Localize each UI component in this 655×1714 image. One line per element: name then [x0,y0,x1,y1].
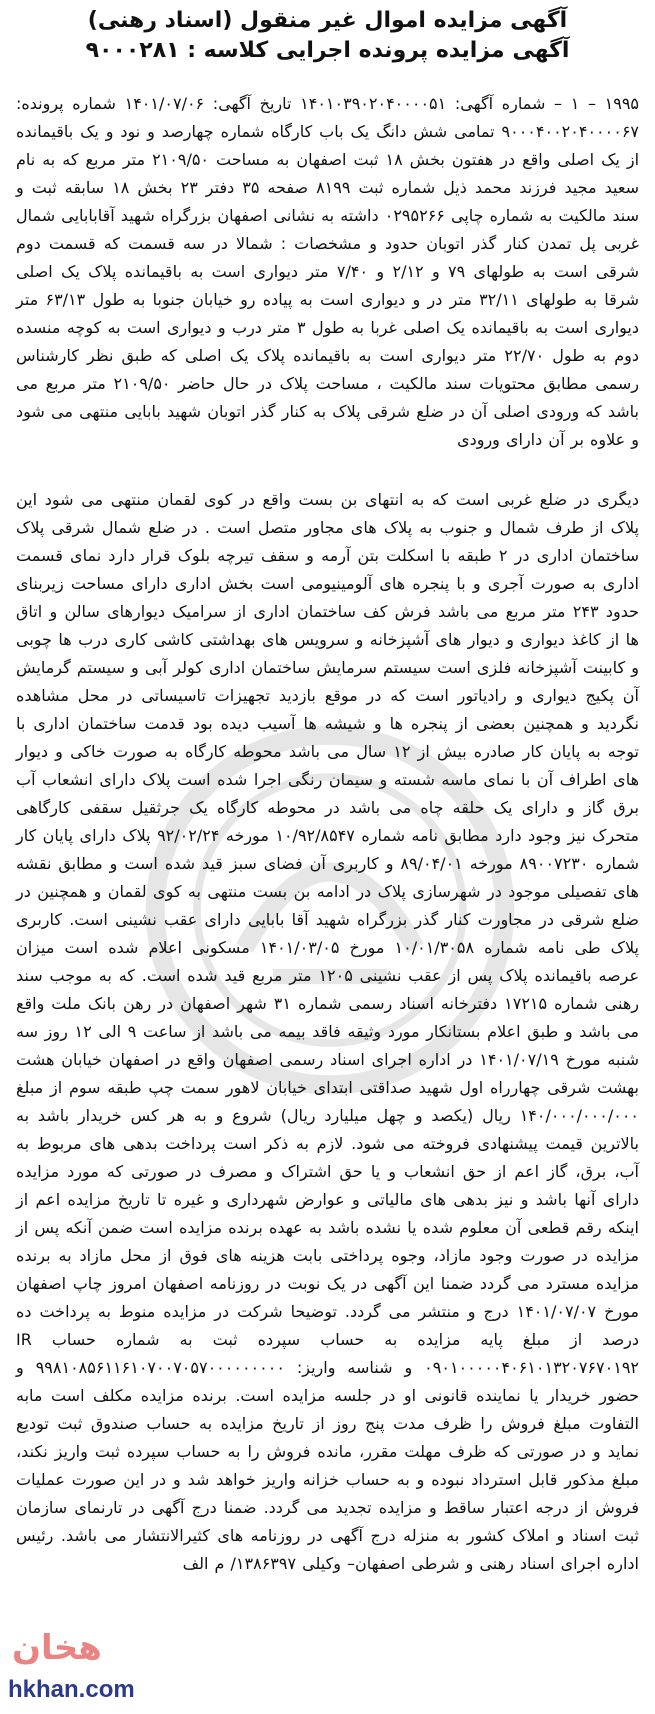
brand-watermark-fa: هخان [12,1628,102,1668]
brand-watermark-en: hkhan.com [8,1676,135,1703]
ad-header [0,6,655,66]
ad-paragraph-1: ۱۹۹۵ – ۱ – شماره آگهی: ۱۴۰۱۰۳۹۰۲۰۴۰۰۰۰۵۱ تاریخ آگهی: ۱۴۰۱/۰۷/۰۶ شماره پرونده: ۹۰۰۰۴۰۰۲۰۴۰۰۰۰۶۷ تمامی شش دانگ یک باب کارگاه شماره چهارصد و نود و یک باقیمانده از یک اصلی واقع در هفتون بخش ۱۸ ثبت اصفهان به مساحت ۲۱۰۹/۵۰ متر مربع که به نام سعید مجید فرزند محمد ذیل شماره ثبت ۸۱۹۹ صفحه ۳۵ دفتر ۲۳ بخش ۱۸ سابقه ثبت و سند مالکیت به شماره چاپی ۰۲۹۵۲۶۶ داشته به نشانی اصفهان بزرگراه شهید آقابابایی شمال غربی پل تمدن کنار گذر اتوبان حدود و مشخصات : شمالا در سه قسمت که قسمت دوم شرقی است به طولهای ۷۹ و ۲/۱۲ و ۷/۴۰ متر دیواری است به باقیمانده پلاک یک اصلی شرقا به طولهای ۳۲/۱۱ متر در و دیواری است به پیاده رو خیابان جنوبا به طول ۶۳/۱۳ متر دیواری است به باقیمانده یک اصلی غربا به طول ۳ متر درب و دیواری است به کوچه منسده دوم به طول ۲۲/۷۰ متر دیواری است به باقیمانده پلاک یک اصلی که طبق نظر کارشناس رسمی مطابق محتویات سند مالکیت ، مساحت پلاک در حال حاضر ۲۱۰۹/۵۰ متر مربع می باشد که ورودی اصلی آن در ضلع شرقی پلاک به کنار گذر اتوبان شهید بابایی منتهی می شود و علاوه بر آن دارای ورودی [16,94,640,449]
ad-paragraph-2: دیگری در ضلع غربی است که به انتهای بن بست واقع در کوی لقمان منتهی می شود این پلاک از طرف شمال و جنوب به پلاک های مجاور متصل است . در ضلع شمال شرقی پلاک ساختمان اداری در ۲ طبقه با اسکلت بتن آرمه و سقف تیرچه بلوک قرار دارد نمای قسمت اداری به صورت آجری و با پنجره های آلومینیومی است بخش اداری دارای مساحت زیربنای حدود ۲۴۳ متر مربع می باشد فرش کف ساختمان اداری از سرامیک دیوارهای سالن و اتاق ها از کاغذ دیواری و دیوار های آشپزخانه و سرویس های بهداشتی کاشی کاری درب ها چوبی و کابینت آشپزخانه فلزی است سیستم سرمایش ساختمان اداری کولر آبی و سیستم گرمایش آن پکیج دیواری و رادیاتور است که در موقع بازدید تجهیزات تاسیساتی در محل مشاهده نگردید و همچنین بعضی از پنجره ها و شیشه ها آسیب دیده بود قدمت ساختمان اداری با توجه به پایان کار صادره بیش از ۱۲ سال می باشد محوطه کارگاه به صورت خاکی و دیوار های اطراف آن با نمای ماسه شسته و سیمان رنگی اجرا شده است پلاک دارای انشعاب آب برق گاز و دارای یک حلقه چاه می باشد در محوطه کارگاه یک جرثقیل سقفی کارگاهی متحرک نیز وجود دارد مطابق نامه شماره ۱۰/۹۲/۸۵۴۷ مورخه ۹۲/۰۲/۲۴ پلاک دارای پایان کار شماره ۸۹۰۰۷۲۳۰ مورخه ۸۹/۰۴/۰۱ و کاربری آن فضای سبز قید شده است و مطابق نقشه های تفصیلی موجود در شهرسازی پلاک در ادامه بن بست منتهی به کوی لقمان و همچنین در ضلع شرقی در مجاورت کنار گذر بزرگراه شهید آقا بابایی دارای عقب نشینی است. کاربری پلاک طی نامه شماره ۱۰/۰۱/۳۰۵۸ مورخ ۱۴۰۱/۰۳/۰۵ مسکونی اعلام شده است میزان عرصه باقیمانده پلاک پس از عقب نشینی ۱۲۰۵ متر مربع قید شده است. که به موجب سند رهنی شماره ۱۷۲۱۵ دفترخانه اسناد رسمی شماره ۳۱ شهر اصفهان در رهن بانک ملت واقع می باشد و طبق اعلام بستانکار مورد وثیقه فاقد بیمه می باشد از ساعت ۹ الی ۱۲ روز سه شنبه مورخ ۱۴۰۱/۰۷/۱۹ در اداره اجرای اسناد رسمی اصفهان واقع در اصفهان خیابان هشت بهشت شرقی چهارراه اول شهید صداقتی ابتدای خیابان لاهور سمت چپ طبقه سوم از مبلغ ۱۴۰/۰۰۰/۰۰۰/۰۰۰ ریال (یکصد و چهل میلیارد ریال) شروع و به هر کس خریدار باشد به بالاترین قیمت پیشنهادی فروخته می شود. لازم به ذکر است پرداخت بدهی های مربوط به آب، برق، گاز اعم از حق انشعاب و یا حق اشتراک و مصرف در صورتی که مورد مزایده دارای آنها باشد و نیز بدهی های مالیاتی و عوارض شهرداری و غیره تا تاریخ مزایده اعم از اینکه رقم قطعی آن معلوم شده یا نشده باشد به عهده برنده مزایده است ضمن آنکه پس از مزایده در صورت وجود مازاد، وجوه پرداختی بابت هزینه های فوق از محل مازاد به برنده مزایده مسترد می گردد ضمنا این آگهی در یک نوبت در روزنامه اصفهان امروز چاپ اصفهان مورخ ۱۴۰۱/۰۷/۰۷ درج و منتشر می گردد. توضیحا شرکت در مزایده منوط به پرداخت ده درصد از مبلغ پایه مزایده به حساب سپرده ثبت به شماره حساب IR ۰۹۰۱۰۰۰۰۰۴۰۶۱۰۱۳۲۰۷۶۷۰۱۹۲ و شناسه واریز: ۹۹۸۱۰۸۵۶۱۱۶۱۰۷۰۰۷۰۵۷۰۰۰۰۰۰۰۰۰ و حضور خریدار یا نماینده قانونی او در جلسه مزایده است. برنده مزایده مکلف است مابه التفاوت مبلغ فروش را ظرف مدت پنج روز از تاریخ مزایده به حساب صندوق ثبت تودیع نماید و در صورتی که ظرف مهلت مقرر، مانده فروش را به حساب سپرده ثبت واریز نکند، مبلغ مذکور قابل استرداد نبوده و به حساب خزانه واریز خواهد شد و در این صورت عملیات فروش از درجه اعتبار ساقط و مزایده تجدید می گردد. ضمنا درج آگهی در تارنمای سازمان ثبت اسناد و املاک کشور به منزله درج آگهی در روزنامه های کثیرالانتشار می باشد. رئیس اداره اجرای اسناد رهنی و شرطی اصفهان– وکیلی ۱۳۸۶۳۹۷/ م الف [16,490,640,1573]
ad-subtitle: آگهی مزایده پرونده اجرایی کلاسه : ۹۰۰۰۲۸۱ [85,38,570,63]
ad-title: آگهی مزایده اموال غیر منقول (اسناد رهنی) [87,8,568,33]
